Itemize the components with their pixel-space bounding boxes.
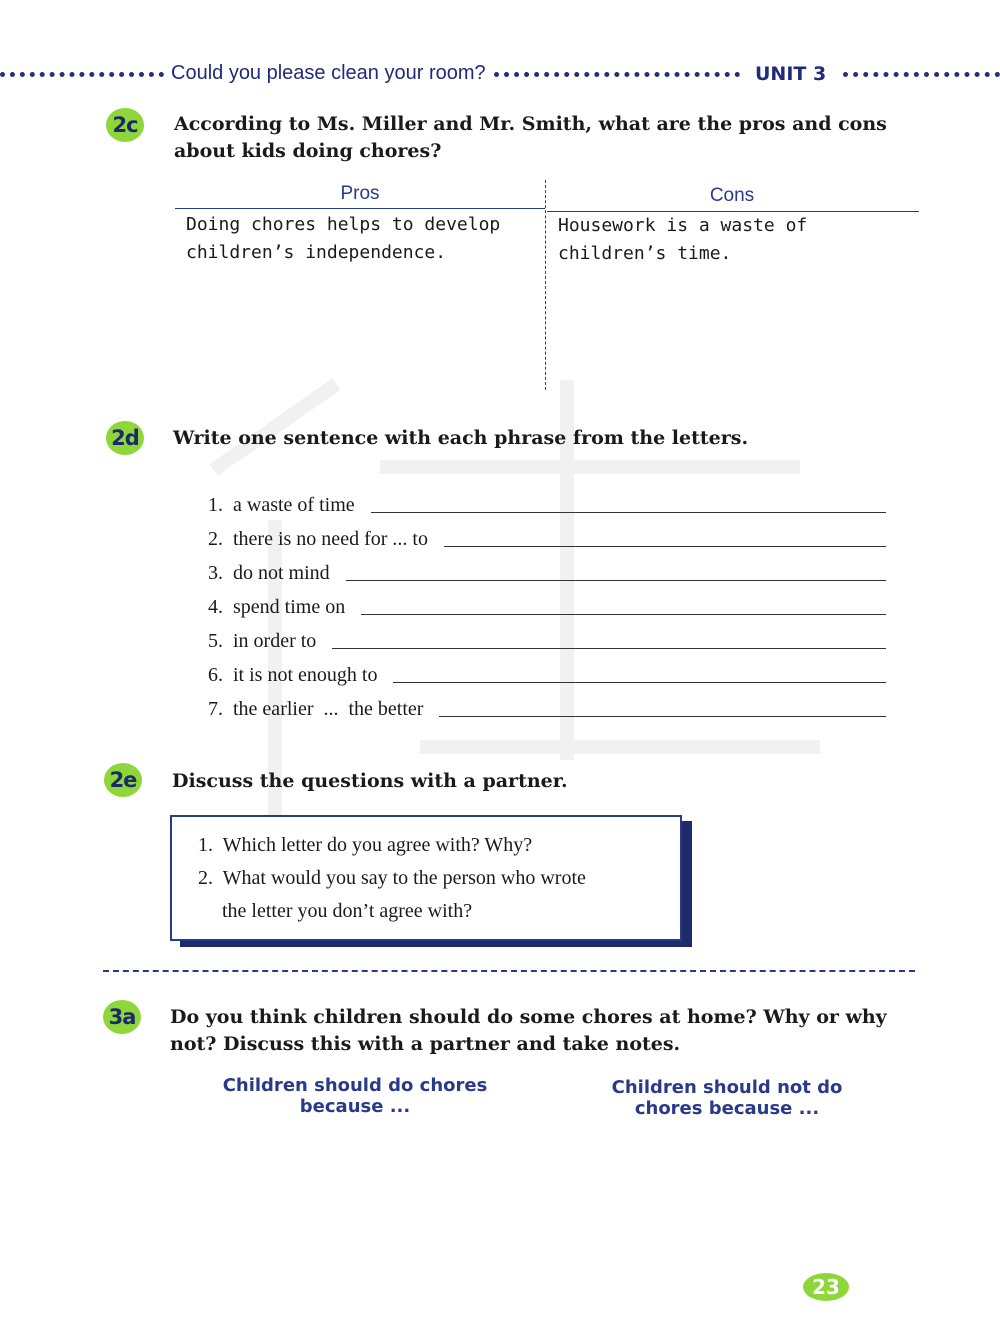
question-2-continued: the letter you don’t agree with? [222,900,473,922]
answer-line[interactable] [439,716,886,717]
answer-line[interactable] [393,682,886,683]
section-2c-prompt: According to Ms. Miller and Mr. Smith, what are the pros and cons about kids doing chores? [174,113,887,162]
pros-text: Doing chores helps to develop children’s independence. [186,214,501,263]
table-header-rule-left [175,208,545,209]
page-number: 23 [803,1273,849,1301]
phrase-text: 6. it is not enough to [208,664,378,686]
phrase-text: 5. in order to [208,630,317,652]
phrase-row [208,555,886,585]
question-2: 2. What would you say to the person who wrote [198,867,586,889]
section-badge-2d: 2d [106,421,144,455]
watermark-stroke [420,740,820,754]
header-dots-middle [494,72,740,77]
section-2d-prompt: Write one sentence with each phrase from the letters. [173,427,749,449]
phrase-row [208,623,886,653]
header-dots-left [0,72,164,77]
phrase-row [208,657,886,687]
note-header-should-not [577,1077,877,1119]
answer-line[interactable] [444,546,886,547]
lesson-title: Could you please clean your room? [171,62,486,84]
phrase-text: 3. do not mind [208,562,330,584]
answer-line[interactable] [361,614,886,615]
answer-line[interactable] [346,580,886,581]
cons-text: Housework is a waste of children’s time. [558,215,808,264]
note-header-should-line-2: because ... [299,1096,411,1117]
phrase-text: 4. spend time on [208,596,346,618]
phrase-row [208,691,886,721]
cons-header: Cons [709,185,755,206]
phrase-text: 7. the earlier ... the better [208,698,424,720]
note-header-should-not-line-1: Children should not do [611,1077,843,1098]
section-badge-2c: 2c [106,108,144,142]
section-2e-prompt: Discuss the questions with a partner. [172,770,568,792]
phrase-row [208,589,886,619]
section-divider [103,970,915,972]
phrase-row [208,487,886,517]
table-divider [545,180,546,390]
answer-line[interactable] [332,648,886,649]
phrase-text: 2. there is no need for ... to [208,528,428,550]
question-1: 1. Which letter do you agree with? Why? [198,834,533,856]
section-badge-3a: 3a [103,1000,141,1034]
unit-label: UNIT 3 [755,63,827,85]
answer-line[interactable] [371,512,886,513]
pros-header: Pros [340,183,380,204]
phrase-row [208,521,886,551]
note-header-should-not-line-2: chores because ... [634,1098,820,1119]
watermark-stroke [380,460,800,474]
header-dots-right [843,72,1000,77]
section-badge-2e: 2e [104,763,142,797]
note-header-should [205,1075,505,1117]
note-header-should-line-1: Children should do chores [222,1075,488,1096]
section-3a-prompt: Do you think children should do some chores at home? Why or why not? Discuss this with a partner and take notes. [170,1006,887,1055]
phrase-text: 1. a waste of time [208,494,355,516]
discussion-questions-box [170,815,682,941]
